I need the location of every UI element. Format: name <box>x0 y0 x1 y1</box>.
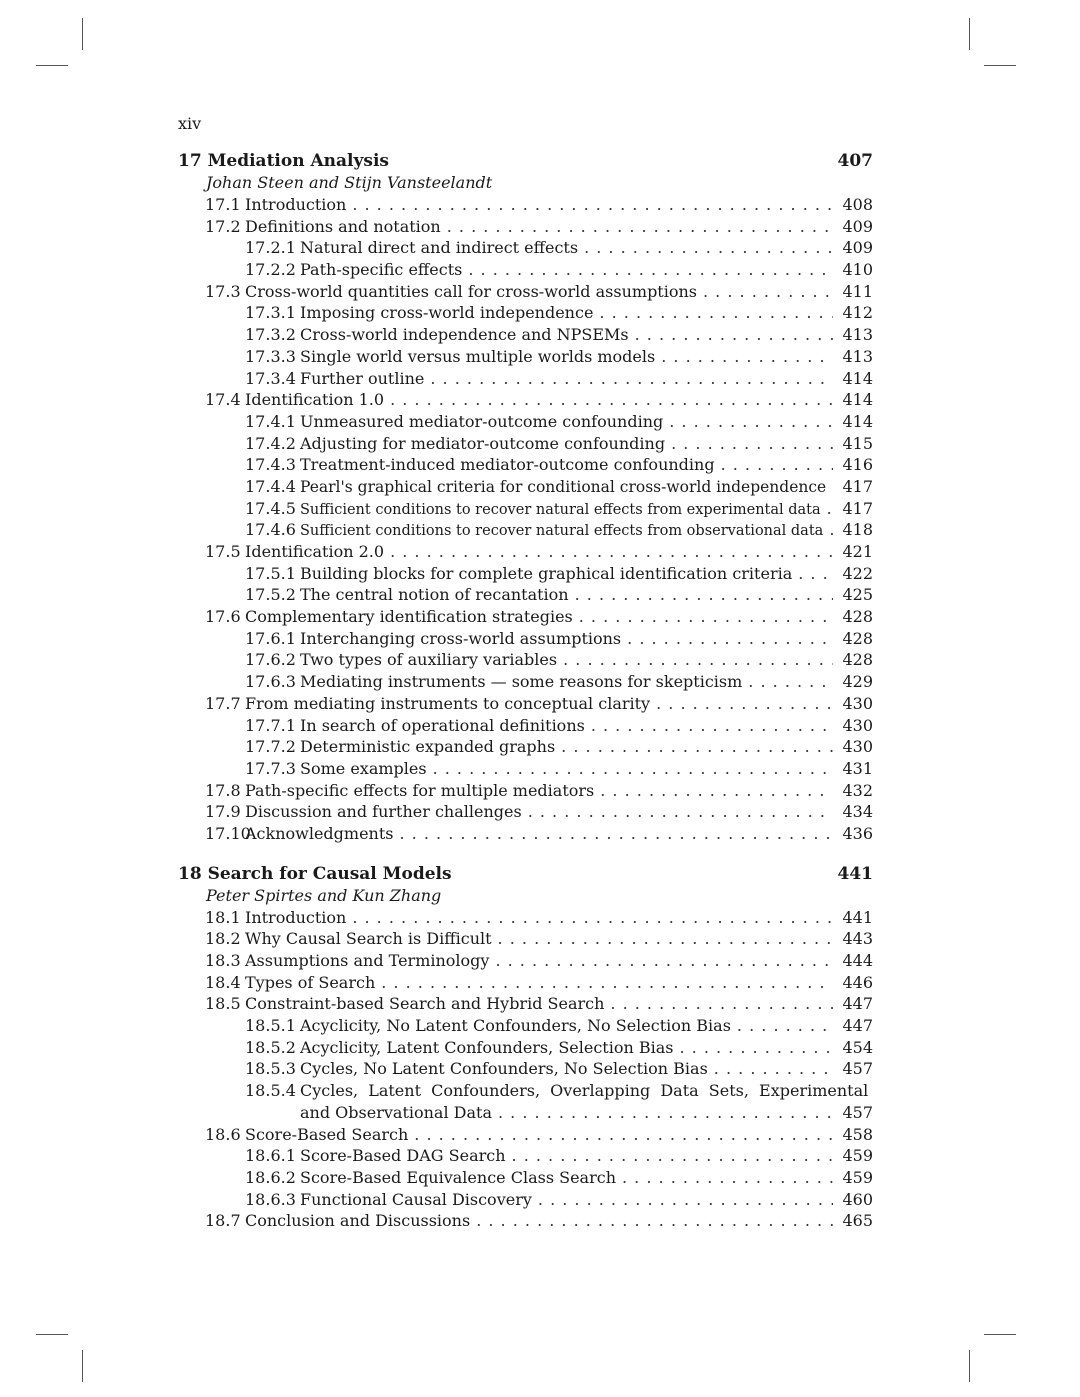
entry-title: Pearl's graphical criteria for conditional cross-world independence <box>300 477 827 496</box>
leader-dots <box>610 993 833 1015</box>
toc-entry[interactable] <box>178 324 873 346</box>
toc-entry[interactable] <box>178 907 873 929</box>
entry-title: Cross-world independence and NPSEMs <box>300 325 629 345</box>
entry-page: 432 <box>842 780 873 800</box>
entry-title: Functional Causal Discovery <box>300 1189 532 1209</box>
toc-entry[interactable] <box>178 216 873 238</box>
table-of-contents <box>178 150 873 1232</box>
entry-page: 441 <box>842 907 873 927</box>
leader-dots <box>832 476 833 498</box>
entry-number: 17.3.4 <box>245 368 296 388</box>
leader-dots <box>748 671 833 693</box>
entry-page: 413 <box>842 346 873 366</box>
entry-number: 17.7 <box>205 693 241 713</box>
entry-number: 18.5.4 <box>245 1081 296 1101</box>
entry-title: Acknowledgments <box>245 823 394 843</box>
entry-number: 17.2 <box>205 216 241 236</box>
entry-number: 18.5.2 <box>245 1037 296 1057</box>
entry-page: 458 <box>842 1124 873 1144</box>
leader-dots <box>599 302 833 324</box>
entry-page: 409 <box>842 238 873 258</box>
toc-entry[interactable] <box>178 346 873 368</box>
entry-page: 430 <box>842 693 873 713</box>
leader-dots <box>400 823 834 845</box>
entry-number: 17.5.1 <box>245 563 296 583</box>
leader-dots <box>671 433 833 455</box>
leader-dots <box>622 1167 833 1189</box>
leader-dots <box>495 950 833 972</box>
leader-dots <box>414 1124 833 1146</box>
entry-number: 17.1 <box>205 195 241 214</box>
toc-entry[interactable] <box>178 1058 873 1080</box>
entry-title: Introduction <box>245 195 347 214</box>
entry-number: 17.4 <box>205 390 241 410</box>
leader-dots <box>381 972 833 994</box>
entry-number: 17.5.2 <box>245 585 296 605</box>
toc-entry[interactable] <box>178 237 873 259</box>
entry-title: Score-Based Equivalence Class Search <box>300 1167 616 1187</box>
entry-number: 18.5.3 <box>245 1059 296 1079</box>
leader-dots <box>635 324 833 346</box>
entry-title: Single world versus multiple worlds models <box>300 346 656 366</box>
entry-number: 17.7.1 <box>245 715 296 735</box>
entry-title: Treatment-induced mediator-outcome confounding <box>300 455 715 475</box>
entry-page: 412 <box>842 303 873 323</box>
entry-title: Further outline <box>300 368 425 388</box>
leader-dots <box>656 693 833 715</box>
entry-title-continued: and Observational Data <box>300 1102 492 1122</box>
entry-number: 18.5 <box>205 994 241 1014</box>
chapter-authors: Peter Spirtes and Kun Zhang <box>206 885 442 905</box>
chapter-title: 18 Search for Causal Models <box>178 863 452 884</box>
entry-page: 414 <box>842 368 873 388</box>
entry-title: Acyclicity, No Latent Confounders, No Selection Bias <box>300 1016 731 1036</box>
toc-entry[interactable] <box>178 780 873 802</box>
toc-entry[interactable] <box>178 823 873 845</box>
entry-page: 417 <box>842 498 873 518</box>
toc-entry[interactable] <box>178 541 873 563</box>
leader-dots <box>584 237 833 259</box>
entry-page: 428 <box>842 650 873 670</box>
entry-page: 443 <box>842 929 873 949</box>
toc-entry[interactable] <box>178 693 873 715</box>
toc-entry[interactable] <box>178 411 873 433</box>
entry-title: Building blocks for complete graphical identification criteria <box>300 563 793 583</box>
entry-title: Adjusting for mediator-outcome confounding <box>300 433 666 453</box>
leader-dots <box>528 801 833 823</box>
toc-entry[interactable] <box>178 606 873 628</box>
entry-page: 416 <box>842 455 873 475</box>
entry-title: Unmeasured mediator-outcome confounding <box>300 411 664 431</box>
entry-title: Constraint-based Search and Hybrid Search <box>245 994 605 1014</box>
entry-number: 17.4.4 <box>245 476 296 496</box>
toc-entry[interactable] <box>178 1015 873 1037</box>
entry-page: 422 <box>842 563 873 583</box>
toc-entry[interactable] <box>178 454 873 476</box>
entry-number: 17.4.3 <box>245 455 296 475</box>
entry-page: 428 <box>842 628 873 648</box>
leader-dots <box>591 715 833 737</box>
entry-page: 428 <box>842 607 873 627</box>
entry-number: 17.6.1 <box>245 628 296 648</box>
entry-title: Cross-world quantities call for cross-world assumptions <box>245 281 697 301</box>
toc-entry[interactable] <box>178 259 873 281</box>
entry-title: Path-specific effects <box>300 260 463 280</box>
toc-entry[interactable] <box>178 950 873 972</box>
entry-number: 18.1 <box>205 907 241 927</box>
entry-number: 17.4.6 <box>245 520 296 540</box>
entry-number: 17.2.2 <box>245 260 296 280</box>
leader-dots <box>538 1189 833 1211</box>
entry-number: 18.6.1 <box>245 1146 296 1166</box>
leader-dots <box>721 454 833 476</box>
entry-number: 18.7 <box>205 1211 241 1231</box>
entry-title: Discussion and further challenges <box>245 802 522 822</box>
leader-dots <box>390 541 833 563</box>
entry-number: 18.6.3 <box>245 1189 296 1209</box>
entry-number: 17.6 <box>205 607 241 627</box>
chapter-authors: Johan Steen and Stijn Vansteelandt <box>206 173 493 192</box>
leader-dots <box>798 563 833 585</box>
entry-number: 17.5 <box>205 542 241 561</box>
entry-number: 18.6 <box>205 1124 241 1144</box>
entry-number: 18.3 <box>205 951 241 970</box>
entry-page: 447 <box>842 1016 873 1036</box>
entry-title: Deterministic expanded graphs <box>300 737 556 757</box>
entry-number: 17.8 <box>205 780 241 800</box>
entry-page: 429 <box>842 672 873 692</box>
toc-entry[interactable] <box>178 715 873 737</box>
crop-mark <box>36 1334 68 1335</box>
chapter-gap <box>178 845 873 863</box>
entry-page: 414 <box>842 411 873 431</box>
leader-dots <box>430 368 833 390</box>
crop-mark <box>36 65 68 66</box>
toc-entry[interactable] <box>178 368 873 390</box>
leader-dots <box>827 498 833 520</box>
entry-page: 425 <box>842 585 873 605</box>
leader-dots <box>561 736 833 758</box>
entry-title: Sufficient conditions to recover natural effects from experimental data <box>300 501 821 518</box>
leader-dots <box>468 259 833 281</box>
entry-number: 17.7.3 <box>245 758 296 778</box>
leader-dots <box>433 758 833 780</box>
leader-dots <box>669 411 833 433</box>
toc-entry[interactable] <box>178 476 873 498</box>
entry-page: 446 <box>842 972 873 992</box>
toc-entry[interactable] <box>178 928 873 950</box>
crop-mark <box>984 1334 1016 1335</box>
toc-entry[interactable] <box>178 1080 873 1123</box>
entry-number: 17.3.3 <box>245 346 296 366</box>
leader-dots <box>703 281 833 303</box>
entry-number: 17.3.1 <box>245 303 296 323</box>
entry-number: 17.4.5 <box>245 498 296 518</box>
entry-number: 18.6.2 <box>245 1167 296 1187</box>
crop-mark <box>82 18 83 50</box>
entry-page: 408 <box>842 195 873 214</box>
toc-entry[interactable] <box>178 281 873 303</box>
entry-title: Two types of auxiliary variables <box>300 650 558 670</box>
entry-page: 454 <box>842 1037 873 1057</box>
toc-entry[interactable] <box>178 671 873 693</box>
entry-number: 17.6.2 <box>245 650 296 670</box>
entry-page: 409 <box>842 216 873 236</box>
page-number: xiv <box>178 114 202 133</box>
entry-title: Why Causal Search is Difficult <box>245 929 492 949</box>
toc-entry[interactable] <box>178 584 873 606</box>
toc-entry[interactable] <box>178 1167 873 1189</box>
entry-title: Sufficient conditions to recover natural effects from observational data <box>300 523 824 540</box>
chapter-heading[interactable] <box>178 863 873 885</box>
entry-page: 434 <box>842 802 873 822</box>
entry-title: Identification 1.0 <box>245 390 385 410</box>
leader-dots <box>737 1015 833 1037</box>
toc-entry[interactable] <box>178 1145 873 1167</box>
chapter-page: 407 <box>837 151 873 171</box>
entry-title: Mediating instruments — some reasons for skepticism <box>300 672 743 692</box>
crop-mark <box>82 1350 83 1382</box>
entry-page: 465 <box>842 1211 873 1231</box>
entry-title: Introduction <box>245 907 347 927</box>
entry-number: 17.10 <box>205 823 251 843</box>
entry-number: 17.3.2 <box>245 325 296 345</box>
entry-title: Assumptions and Terminology <box>245 951 490 970</box>
leader-dots <box>575 584 833 606</box>
toc-entry[interactable] <box>178 628 873 650</box>
entry-page: 411 <box>842 281 873 301</box>
leader-dots <box>627 628 833 650</box>
entry-title: Definitions and notation <box>245 216 441 236</box>
leader-dots <box>498 1102 833 1124</box>
toc-entry[interactable] <box>178 993 873 1015</box>
toc-entry[interactable] <box>178 563 873 585</box>
toc-entry[interactable] <box>178 302 873 324</box>
crop-mark <box>969 18 970 50</box>
entry-page: 459 <box>842 1146 873 1166</box>
chapter-page: 441 <box>837 863 873 884</box>
toc-entry[interactable] <box>178 433 873 455</box>
entry-title: Types of Search <box>245 972 376 992</box>
entry-page: 413 <box>842 325 873 345</box>
chapter-title: 17 Mediation Analysis <box>178 151 389 171</box>
leader-dots <box>476 1210 833 1232</box>
toc-entry[interactable] <box>178 194 873 216</box>
entry-title: Cycles, Latent Confounders, Overlapping Data Sets, Experimental <box>300 1081 869 1101</box>
entry-page: 410 <box>842 260 873 280</box>
leader-dots <box>661 346 833 368</box>
toc-entry[interactable] <box>178 758 873 780</box>
entry-page: 431 <box>842 758 873 778</box>
entry-page: 417 <box>842 476 873 496</box>
entry-page: 459 <box>842 1167 873 1187</box>
entry-number: 17.4.1 <box>245 411 296 431</box>
toc-entry[interactable] <box>178 1037 873 1059</box>
entry-page: 447 <box>842 994 873 1014</box>
toc-entry[interactable] <box>178 801 873 823</box>
entry-number: 17.3 <box>205 281 241 301</box>
entry-title: Path-specific effects for multiple mediators <box>245 780 595 800</box>
leader-dots <box>498 928 833 950</box>
toc-entry[interactable] <box>178 1124 873 1146</box>
chapter-heading[interactable] <box>178 150 873 172</box>
leader-dots <box>714 1058 833 1080</box>
entry-title: In search of operational definitions <box>300 715 585 735</box>
entry-page: 430 <box>842 737 873 757</box>
entry-number: 17.2.1 <box>245 238 296 258</box>
crop-mark <box>969 1350 970 1382</box>
toc-entry[interactable] <box>178 649 873 671</box>
entry-title: Acyclicity, Latent Confounders, Selection Bias <box>300 1037 674 1057</box>
leader-dots <box>512 1145 833 1167</box>
entry-page: 436 <box>842 823 873 843</box>
entry-number: 17.9 <box>205 802 241 822</box>
entry-title: Imposing cross-world independence <box>300 303 594 323</box>
toc-entry[interactable] <box>178 736 873 758</box>
leader-dots <box>563 649 833 671</box>
toc-entry[interactable] <box>178 1189 873 1211</box>
entry-page: 457 <box>842 1059 873 1079</box>
entry-title: Identification 2.0 <box>245 542 385 561</box>
entry-page: 430 <box>842 715 873 735</box>
entry-page: 421 <box>842 542 873 561</box>
leader-dots <box>352 194 833 216</box>
toc-entry[interactable] <box>178 519 873 541</box>
entry-page: 418 <box>842 520 873 540</box>
leader-dots <box>829 519 833 541</box>
toc-entry[interactable] <box>178 972 873 994</box>
entry-title: Score-Based Search <box>245 1124 409 1144</box>
entry-page: 415 <box>842 433 873 453</box>
entry-page: 460 <box>842 1189 873 1209</box>
leader-dots <box>390 389 833 411</box>
entry-title: Score-Based DAG Search <box>300 1146 506 1166</box>
entry-title: The central notion of recantation <box>300 585 569 605</box>
entry-number: 17.4.2 <box>245 433 296 453</box>
entry-page: 444 <box>842 951 873 970</box>
entry-title: Conclusion and Discussions <box>245 1211 471 1231</box>
toc-entry[interactable] <box>178 1210 873 1232</box>
entry-page: 457 <box>842 1102 873 1122</box>
crop-mark <box>984 65 1016 66</box>
entry-title: Some examples <box>300 758 427 778</box>
entry-number: 18.2 <box>205 929 241 949</box>
toc-entry[interactable] <box>178 498 873 520</box>
leader-dots <box>447 216 833 238</box>
entry-page: 414 <box>842 390 873 410</box>
leader-dots <box>600 780 833 802</box>
entry-title: From mediating instruments to conceptual clarity <box>245 693 651 713</box>
toc-entry[interactable] <box>178 389 873 411</box>
leader-dots <box>579 606 833 628</box>
entry-number: 17.7.2 <box>245 737 296 757</box>
entry-title: Cycles, No Latent Confounders, No Selection Bias <box>300 1059 708 1079</box>
entry-number: 17.6.3 <box>245 672 296 692</box>
leader-dots <box>352 907 833 929</box>
entry-title: Complementary identification strategies <box>245 607 573 627</box>
leader-dots <box>679 1037 833 1059</box>
entry-title: Interchanging cross-world assumptions <box>300 628 622 648</box>
entry-number: 18.5.1 <box>245 1016 296 1036</box>
entry-title: Natural direct and indirect effects <box>300 238 579 258</box>
entry-number: 18.4 <box>205 972 241 992</box>
